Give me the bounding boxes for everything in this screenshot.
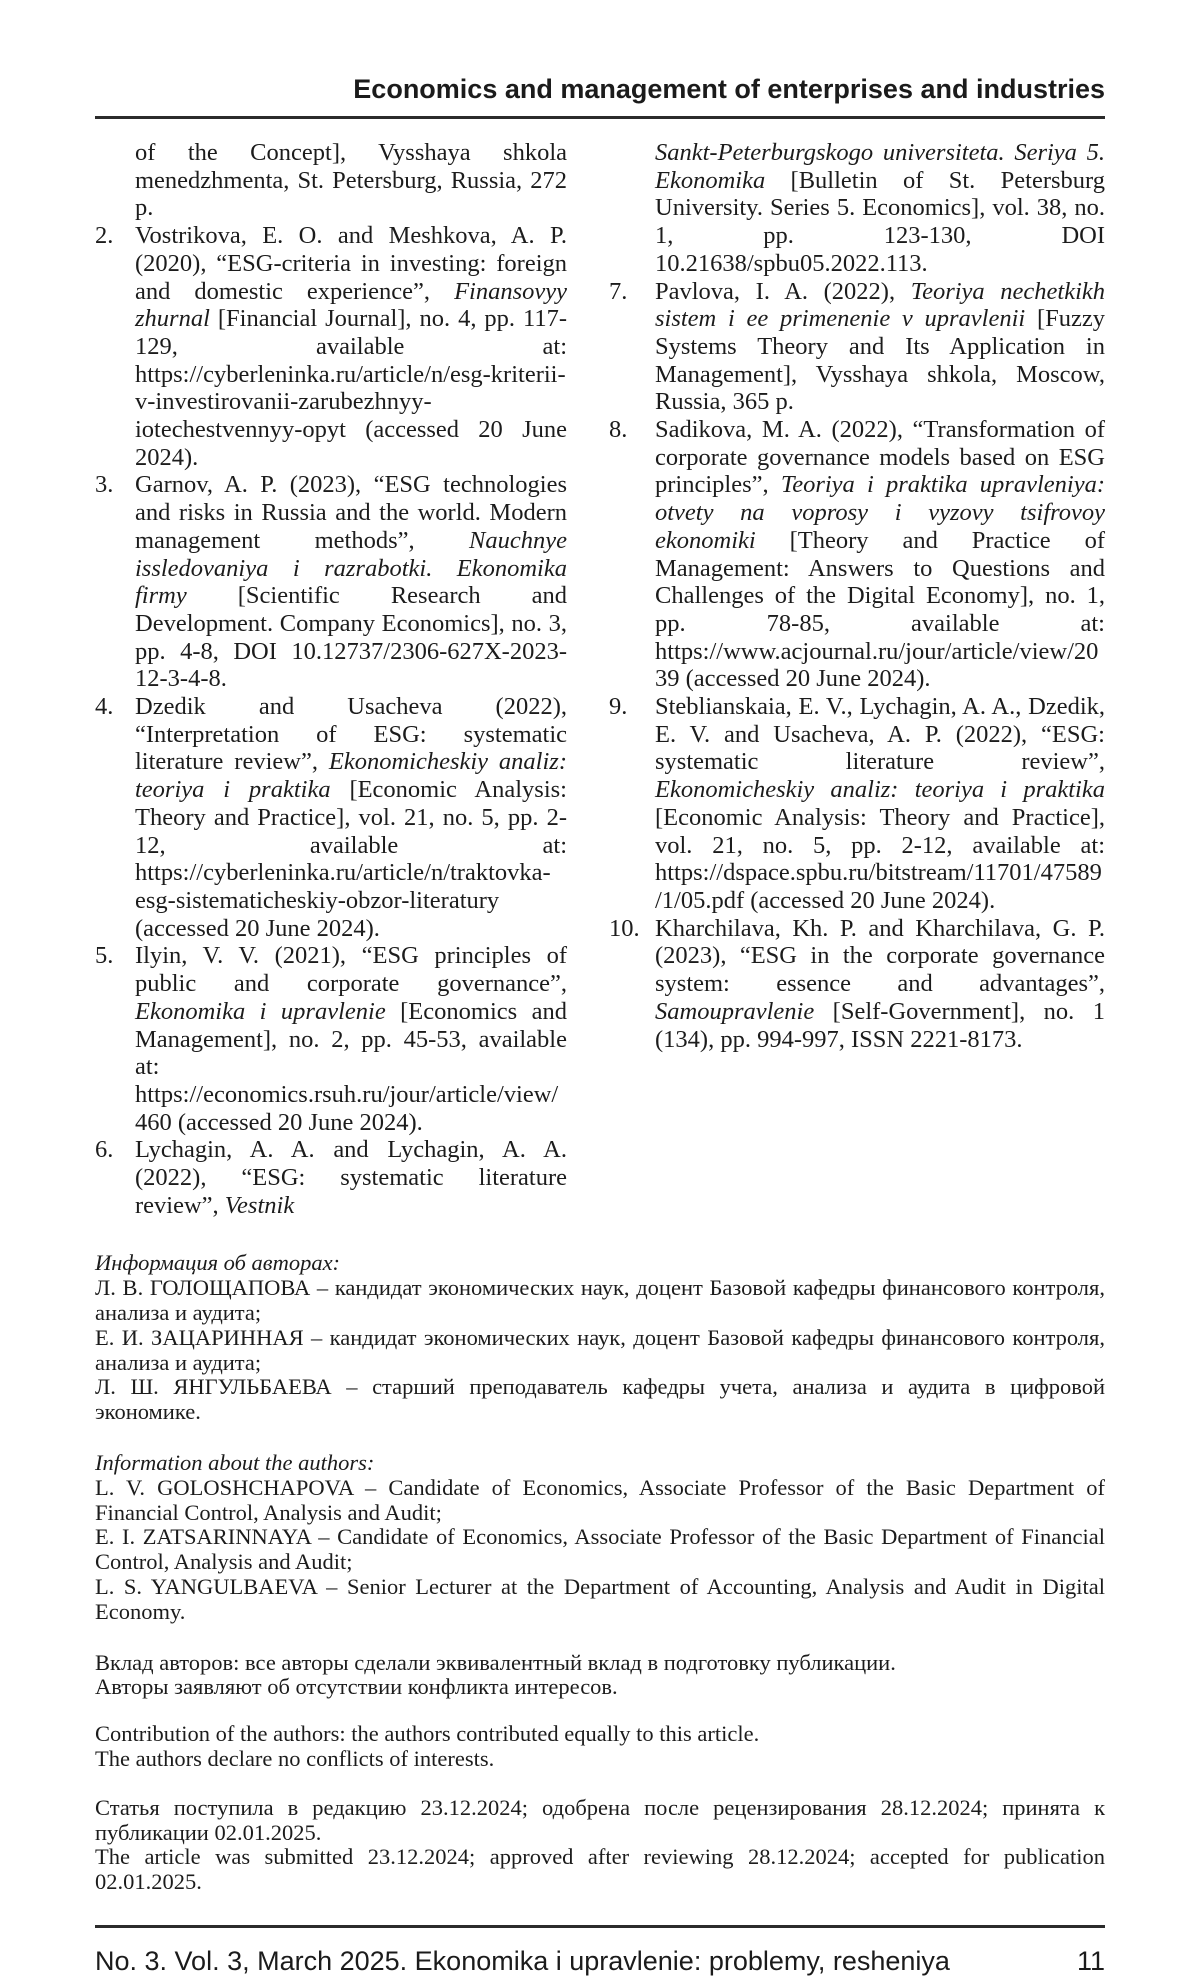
reference-source-title: Finansovyy zhurnal: [135, 277, 567, 333]
reference-text-run: Kharchilava, Kh. P. and Kharchilava, G. P. (2023), “ESG in the corporate governance system: essence and advantages”,: [655, 914, 1105, 998]
reference-text-run: [Economics and Management], no. 2, pp. 45-53, available at: https://economics.rsuh.ru/jour/article/view/460 (accessed 20 June 2024).: [135, 997, 567, 1136]
text-line: Л. В. ГОЛОЩАПОВА – кандидат экономических наук, доцент Базовой кафедры финансового контроля, анализа и аудита;: [95, 1275, 1105, 1326]
reference-source-title: Ekonomika i upravlenie: [135, 997, 386, 1025]
contribution-en-lines: [95, 1722, 1105, 1772]
contribution-ru-lines: [95, 1651, 1105, 1701]
reference-text: [135, 139, 567, 222]
reference-number: 6.: [95, 1136, 114, 1164]
reference-item: [95, 471, 567, 693]
reference-item: [609, 416, 1105, 693]
reference-text-run: of the Concept], Vysshaya shkola menedzhmenta, St. Petersburg, Russia, 272 p.: [135, 139, 567, 222]
reference-number: 10.: [609, 914, 640, 942]
reference-text: [135, 471, 567, 693]
article-history-ru: Статья поступила в редакцию 23.12.2024; одобрена после рецензирования 28.12.2024; принята к публикации 02.01.2025.: [95, 1794, 1105, 1845]
reference-source-title: Teoriya i praktika upravleniya: otvety na voprosy i vyzovy tsifrovoy ekonomiki: [655, 471, 1105, 554]
reference-text: [135, 942, 567, 1136]
reference-number: 4.: [95, 693, 114, 721]
text-line: L. V. GOLOSHCHAPOVA – Candidate of Economics, Associate Professor of the Basic Department of Financial Control, Analysis and Audit;: [95, 1474, 1105, 1525]
reference-text: [135, 693, 567, 942]
reference-item: [95, 942, 567, 1136]
footer-journal-line: No. 3. Vol. 3, March 2025. Ekonomika i upravlenie: problemy, resheniya: [95, 1945, 950, 1976]
authors-info-ru-lines: [95, 1276, 1105, 1425]
reference-text-run: [Economic Analysis: Theory and Practice], vol. 21, no. 5, pp. 2-12, available at: https://cyberleninka.ru/article/n/traktovka-esg-sistematicheskiy-obzor-literatury (accessed 20 June 2024).: [135, 776, 567, 942]
text-line: Contribution of the authors: the authors contributed equally to this article.: [95, 1721, 760, 1747]
reference-item: [609, 139, 1105, 278]
reference-source-title: Teoriya nechetkikh sistem i ee primenenie v upravlenii: [655, 277, 1105, 333]
reference-number: 5.: [95, 942, 114, 970]
text-line: Е. И. ЗАЦАРИННАЯ – кандидат экономических наук, доцент Базовой кафедры финансового контроля, анализа и аудита;: [95, 1324, 1105, 1375]
reference-text-run: [Financial Journal], no. 4, pp. 117-129, available at: https://cyberleninka.ru/article/n/esg-kriterii-v-investirovanii-zarubezhnyy-iotechestvennyy-opyt (accessed 20 June 2024).: [135, 305, 567, 471]
reference-number: 9.: [609, 693, 628, 721]
reference-list: [95, 139, 1105, 1219]
text-line: Вклад авторов: все авторы сделали эквивалентный вклад в подготовку публикации.: [95, 1649, 896, 1675]
authors-info-en-heading: Information about the authors:: [95, 1450, 375, 1475]
reference-source-title: Sankt-Peterburgskogo universiteta. Seriya 5. Ekonomika: [655, 139, 1105, 194]
footer-rule: [95, 1925, 1105, 1928]
contribution-statement-ru: [95, 1651, 1105, 1701]
reference-item: [609, 915, 1105, 1054]
reference-item: [609, 278, 1105, 417]
text-line: The authors declare no conflicts of interests.: [95, 1745, 495, 1771]
authors-info-en: [95, 1451, 1105, 1625]
reference-item: [95, 222, 567, 471]
reference-text-run: [Fuzzy Systems Theory and Its Application in Management], Vysshaya shkola, Moscow, Russia, 365 p.: [655, 305, 1105, 416]
reference-number: [95, 139, 135, 222]
reference-text: [655, 139, 1105, 278]
running-head: Economics and management of enterprises and industries: [353, 74, 1105, 104]
text-line: Л. Ш. ЯНГУЛЬБАЕВА – старший преподаватель кафедры учета, анализа и аудита в цифровой экономике.: [95, 1374, 1105, 1425]
footer-page-number: 11: [1076, 1945, 1105, 1976]
reference-text-run: [Theory and Practice of Management: Answers to Questions and Challenges of the Digital Economy], no. 1, pp. 78-85, available at: https://www.acjournal.ru/jour/article/view/2039 (accessed 20 June 2024).: [655, 526, 1105, 693]
reference-text: [135, 1136, 567, 1219]
reference-text-run: Lychagin, A. A. and Lychagin, A. A. (2022), “ESG: systematic literature review”,: [135, 1136, 567, 1219]
reference-source-title: Nauchnye issledovaniya i razrabotki. Ekonomika firmy: [135, 526, 567, 610]
reference-text: [655, 693, 1105, 915]
reference-text-run: Sadikova, M. A. (2022), “Transformation of corporate governance models based on ESG principles”,: [655, 416, 1105, 499]
authors-info-en-lines: [95, 1476, 1105, 1625]
reference-text-run: [Scientific Research and Development. Company Economics], no. 3, pp. 4-8, DOI 10.12737/2306-627X-2023-12-3-4-8.: [135, 582, 567, 693]
reference-text-run: Pavlova, I. A. (2022),: [655, 277, 911, 305]
reference-text-run: Vostrikova, E. O. and Meshkova, A. P. (2020), “ESG-criteria in investing: foreign and domestic experience”,: [135, 222, 567, 305]
reference-source-title: Ekonomicheskiy analiz: teoriya i praktika: [135, 748, 567, 804]
page-content: [95, 0, 1105, 1977]
reference-text-run: Ilyin, V. V. (2021), “ESG principles of public and corporate governance”,: [135, 942, 567, 998]
reference-item: [95, 1136, 567, 1219]
reference-text-run: [Self-Government], no. 1 (134), pp. 994-997, ISSN 2221-8173.: [655, 997, 1105, 1053]
reference-number: 2.: [95, 222, 114, 250]
reference-number: 8.: [609, 416, 628, 444]
reference-text-run: [Economic Analysis: Theory and Practice], vol. 21, no. 5, pp. 2-12, available at: https://dspace.spbu.ru/bitstream/11701/47589/1/05.pdf (accessed 20 June 2024).: [655, 803, 1105, 914]
article-history-en: The article was submitted 23.12.2024; approved after reviewing 28.12.2024; accepted for publication 02.01.2025.: [95, 1844, 1105, 1895]
page-footer: [95, 1946, 1105, 1977]
reference-item: [609, 693, 1105, 915]
authors-info-ru-heading: Информация об авторах:: [95, 1250, 341, 1276]
reference-text-run: Dzedik and Usacheva (2022), “Interpretation of ESG: systematic literature review”,: [135, 693, 567, 776]
reference-item: [95, 693, 567, 942]
reference-text-run: Steblianskaia, E. V., Lychagin, A. A., Dzedik, E. V. and Usacheva, A. P. (2022), “ESG: systematic literature review”,: [655, 693, 1105, 776]
text-line: L. S. YANGULBAEVA – Senior Lecturer at the Department of Accounting, Analysis and Audit in Digital Economy.: [95, 1573, 1105, 1624]
reference-column-left: [95, 139, 567, 1219]
reference-text: [135, 222, 567, 471]
reference-item: [95, 139, 567, 222]
reference-number: [609, 139, 655, 278]
reference-source-title: Vestnik: [224, 1191, 295, 1219]
reference-number: 7.: [609, 277, 628, 305]
reference-number: 3.: [95, 471, 114, 499]
reference-text: [655, 416, 1105, 693]
text-line: E. I. ZATSARINNAYA – Candidate of Economics, Associate Professor of the Basic Department of Financial Control, Analysis and Audit;: [95, 1524, 1105, 1575]
article-history: [95, 1796, 1105, 1895]
text-line: Авторы заявляют об отсутствии конфликта интересов.: [95, 1674, 618, 1700]
reference-text-run: Garnov, A. P. (2023), “ESG technologies and risks in Russia and the world. Modern management methods”,: [135, 471, 567, 554]
reference-source-title: Samoupravlenie: [655, 997, 815, 1025]
reference-column-right: [609, 139, 1105, 1219]
authors-info-ru: [95, 1251, 1105, 1425]
reference-source-title: Ekonomicheskiy analiz: teoriya i praktika: [655, 776, 1105, 804]
contribution-statement-en: [95, 1722, 1105, 1772]
reference-text: [655, 278, 1105, 417]
header-rule: [95, 116, 1105, 119]
reference-text: [655, 915, 1105, 1054]
reference-text-run: [Bulletin of St. Petersburg University. Series 5. Economics], vol. 38, no. 1, pp. 123-130, DOI 10.21638/spbu05.2022.113.: [655, 166, 1105, 277]
